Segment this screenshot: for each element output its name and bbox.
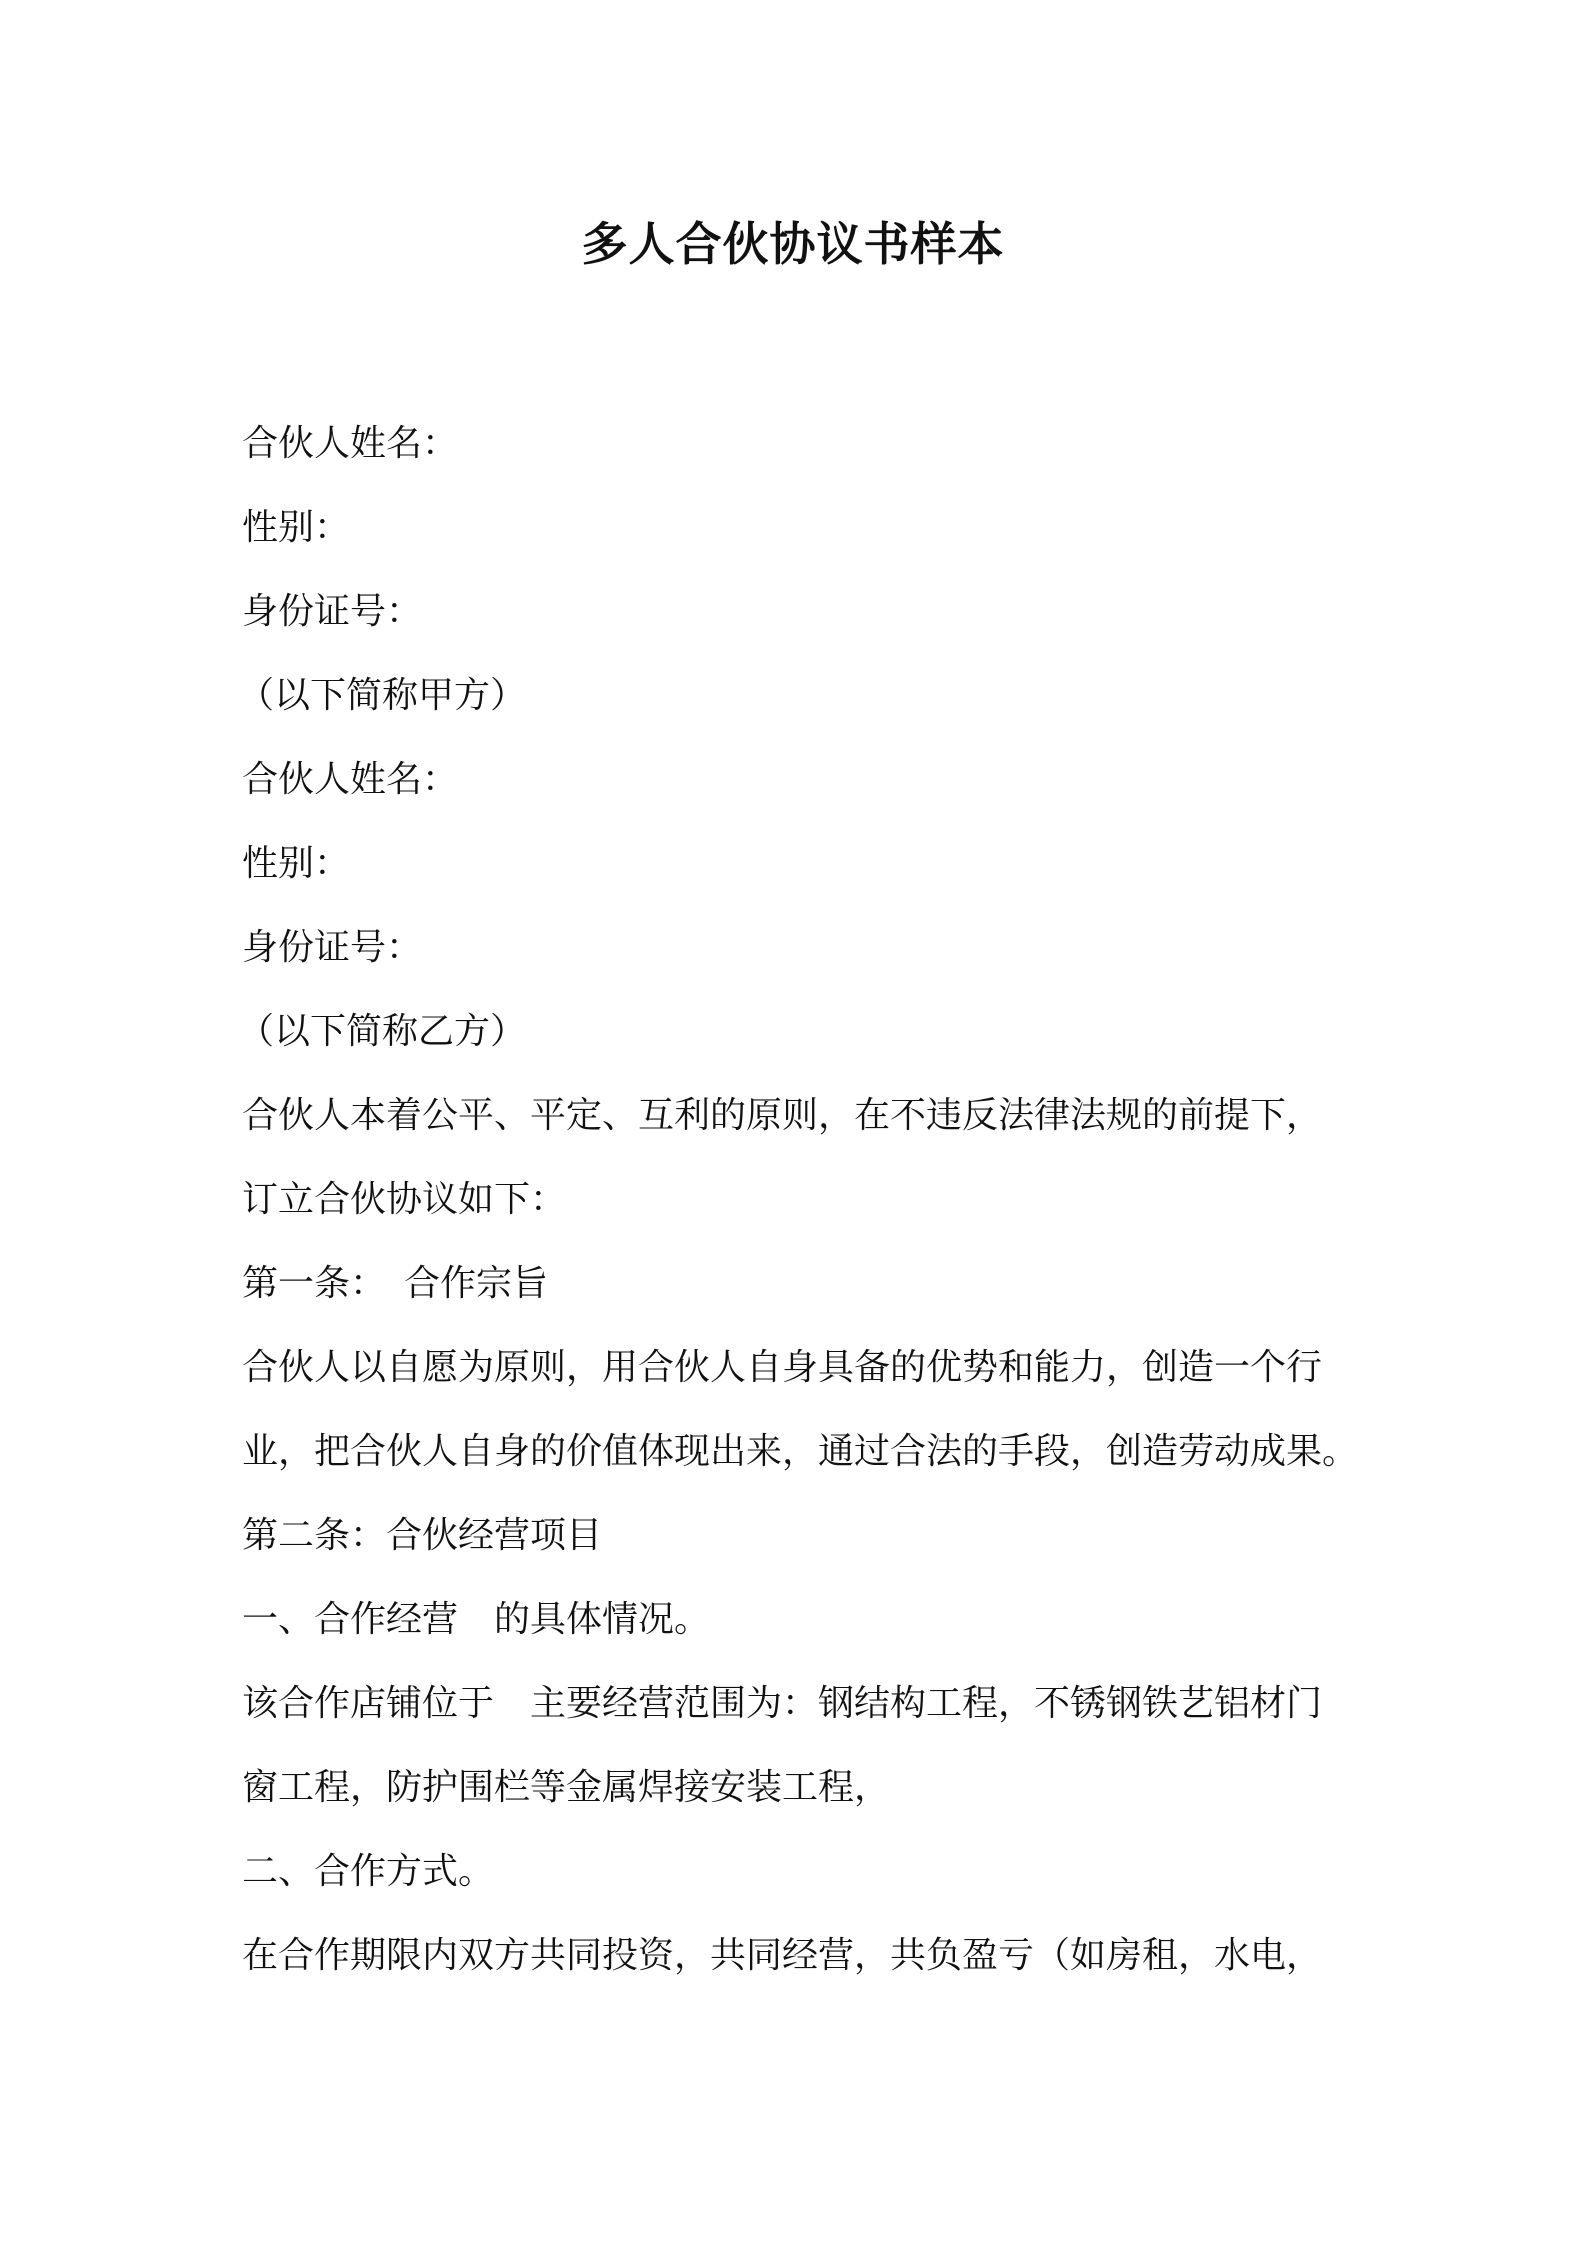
preamble-line-2: 订立合伙协议如下： — [242, 1179, 567, 1220]
article-1-text-line-1: 合伙人以自愿为原则，用合伙人自身具备的优势和能力，创造一个行 — [242, 1347, 1323, 1388]
article-1-heading: 第一条： 合作宗旨 — [242, 1263, 549, 1304]
partner-a-name-line: 合伙人姓名： — [242, 423, 459, 464]
partner-b-gender-line: 性别： — [242, 843, 351, 884]
partner-a-gender-line: 性别： — [242, 507, 351, 548]
partner-b-alias-line: （以下简称乙方） — [238, 1011, 527, 1052]
document-title: 多人合伙协议书样本 — [581, 217, 1005, 271]
document-body — [238, 402, 1362, 1998]
section-2-text-line-1: 在合作期限内双方共同投资，共同经营，共负盈亏（如房租，水电， — [242, 1935, 1323, 1976]
article-2-heading: 第二条：合伙经营项目 — [242, 1515, 603, 1556]
partner-a-id-line: 身份证号： — [242, 591, 423, 632]
preamble-line-1: 合伙人本着公平、平定、互利的原则，在不违反法律法规的前提下， — [242, 1095, 1323, 1136]
section-1-text-line-1: 该合作店铺位于 主要经营范围为：钢结构工程，不锈钢铁艺铝材门 — [242, 1683, 1323, 1724]
section-1-text-line-2: 窗工程，防护围栏等金属焊接安装工程， — [242, 1767, 891, 1808]
partner-b-name-line: 合伙人姓名： — [242, 759, 459, 800]
section-2-heading: 二、合作方式。 — [242, 1851, 495, 1892]
partner-b-id-line: 身份证号： — [242, 927, 423, 968]
section-1-heading: 一、合作经营 的具体情况。 — [242, 1599, 711, 1640]
article-1-text-line-2: 业，把合伙人自身的价值体现出来，通过合法的手段，创造劳动成果。 — [242, 1431, 1359, 1472]
partner-a-alias-line: （以下简称甲方） — [238, 675, 527, 716]
